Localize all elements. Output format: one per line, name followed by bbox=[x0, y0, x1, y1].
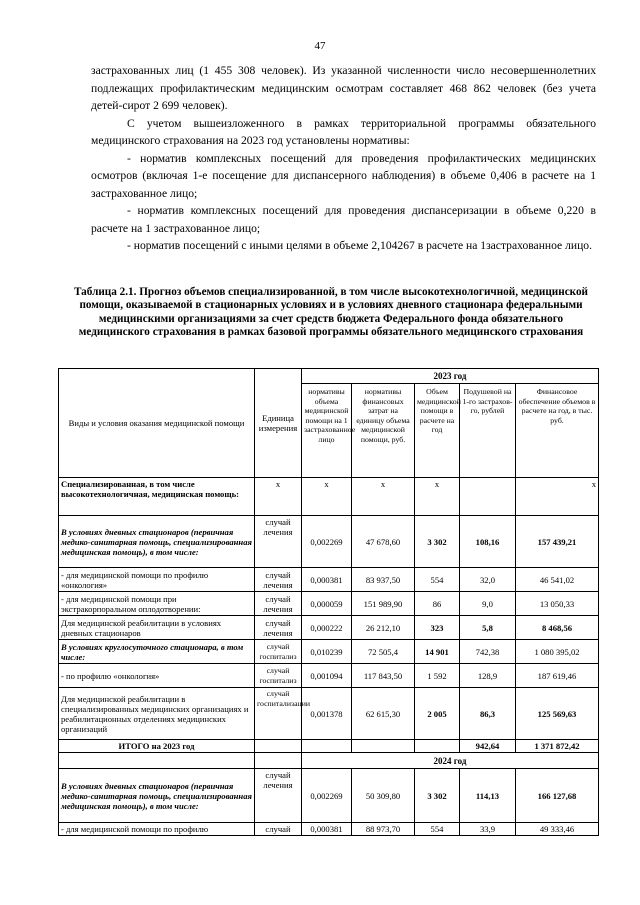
paragraph: С учетом вышеизложенного в рамках территориальной программы обязательного медицинского страхования на 2023 год установлены нормативы: bbox=[91, 116, 596, 147]
data-table bbox=[58, 368, 599, 836]
row-name: В условиях круглосуточного стационара, в том числе: bbox=[59, 640, 255, 664]
row-cost: 62 615,30 bbox=[352, 688, 415, 740]
row-unit: случай лечения bbox=[255, 516, 302, 568]
total-per-capita: 942,64 bbox=[460, 740, 516, 753]
table-row bbox=[59, 823, 599, 836]
row-finance: 187 619,46 bbox=[516, 664, 599, 688]
row-cost: 50 309,80 bbox=[352, 769, 415, 823]
row-unit: случай лечения bbox=[255, 568, 302, 592]
row-finance: х bbox=[516, 478, 599, 516]
header-col5: Объем медицинской помощи в расчете на год bbox=[415, 384, 460, 478]
row-unit: случай bbox=[255, 823, 302, 836]
row-finance: 46 541,02 bbox=[516, 568, 599, 592]
header-year-2024: 2024 год bbox=[302, 753, 599, 769]
row-per-capita: 86,3 bbox=[460, 688, 516, 740]
empty-cell bbox=[59, 753, 255, 769]
paragraph: - норматив посещений с иными целями в объеме 2,104267 в расчете на 1застрахованное лицо. bbox=[127, 239, 592, 252]
row-volume: 14 901 bbox=[415, 640, 460, 664]
row-volume: 86 bbox=[415, 592, 460, 616]
paragraph: - норматив комплексных посещений для проведения диспансеризации в объеме 0,220 в расчете на 1 застрахованное лицо; bbox=[91, 204, 596, 235]
header-col1: Виды и условия оказания медицинской помощи bbox=[59, 369, 255, 478]
row-cost: 72 505,4 bbox=[352, 640, 415, 664]
row-per-capita: 108,16 bbox=[460, 516, 516, 568]
row-volume: 3 302 bbox=[415, 516, 460, 568]
row-unit: случай лечения bbox=[255, 616, 302, 640]
row-norm: 0,000059 bbox=[302, 592, 352, 616]
row-volume: 2 005 bbox=[415, 688, 460, 740]
row-finance: 166 127,68 bbox=[516, 769, 599, 823]
row-cost: х bbox=[352, 478, 415, 516]
row-volume: 554 bbox=[415, 823, 460, 836]
row-unit: случай госпитализации bbox=[255, 688, 302, 740]
row-per-capita: 5,8 bbox=[460, 616, 516, 640]
row-cost: 83 937,50 bbox=[352, 568, 415, 592]
row-per-capita bbox=[460, 478, 516, 516]
table-row bbox=[59, 664, 599, 688]
row-name: - по профилю «онкология» bbox=[59, 664, 255, 688]
row-finance: 125 569,63 bbox=[516, 688, 599, 740]
empty-cell bbox=[255, 740, 302, 753]
row-norm: 0,002269 bbox=[302, 769, 352, 823]
row-volume: х bbox=[415, 478, 460, 516]
row-per-capita: 33,9 bbox=[460, 823, 516, 836]
empty-cell bbox=[415, 740, 460, 753]
row-norm: 0,001378 bbox=[302, 688, 352, 740]
row-name: - для медицинской помощи по профилю bbox=[59, 823, 255, 836]
header-col2: Единица измерения bbox=[255, 369, 302, 478]
table-row bbox=[59, 769, 599, 823]
header-row bbox=[59, 369, 599, 384]
table-row bbox=[59, 616, 599, 640]
row-unit: случай госпитализ bbox=[255, 664, 302, 688]
header-col3: нормативы объема медицинской помощи на 1 застрахованное лицо bbox=[302, 384, 352, 478]
row-finance: 8 468,56 bbox=[516, 616, 599, 640]
row-per-capita: 128,9 bbox=[460, 664, 516, 688]
row-cost: 47 678,60 bbox=[352, 516, 415, 568]
row-norm: 0,010239 bbox=[302, 640, 352, 664]
row-unit: случай лечения bbox=[255, 769, 302, 823]
row-finance: 49 333,46 bbox=[516, 823, 599, 836]
row-norm: 0,001094 bbox=[302, 664, 352, 688]
row-name: В условиях дневных стационаров (первичная медико-санитарная помощь, специализированная медицинская помощь), в том числе: bbox=[59, 516, 255, 568]
row-name: - для медицинской помощи по профилю «онкология» bbox=[59, 568, 255, 592]
header-year-2023: 2023 год bbox=[302, 369, 599, 384]
row-per-capita: 114,13 bbox=[460, 769, 516, 823]
row-unit: х bbox=[255, 478, 302, 516]
row-norm: 0,002269 bbox=[302, 516, 352, 568]
table-caption: Таблица 2.1. Прогноз объемов специализированной, в том числе высокотехнологичной, медицинской помощи, оказываемой в стационарных условиях и в условиях дневного стационара федеральными медицинскими организациями за счет средств бюджета Федерального фонда обязательного медицинского страхования в рамках базовой программы обязательного медицинского страхования bbox=[73, 286, 589, 339]
row-cost: 88 973,70 bbox=[352, 823, 415, 836]
row-per-capita: 32,0 bbox=[460, 568, 516, 592]
row-norm: х bbox=[302, 478, 352, 516]
header-col7: Финансовое обеспечение объемов в расчете на год, в тыс. руб. bbox=[516, 384, 599, 478]
empty-cell bbox=[255, 753, 302, 769]
paragraph: застрахованных лиц (1 455 308 человек). Из указанной численности число несовершеннолетних подлежащих профилактическим медицинским осмотрам составляет 468 862 человек (без учета детей-сирот 2 699 человек). bbox=[91, 64, 596, 112]
table-row bbox=[59, 640, 599, 664]
row-name: Специализированная, в том числе высокотехнологичная, медицинская помощь: bbox=[59, 478, 255, 516]
row-per-capita: 742,38 bbox=[460, 640, 516, 664]
row-volume: 1 592 bbox=[415, 664, 460, 688]
row-unit: случай госпитализ bbox=[255, 640, 302, 664]
header-col6: Подушевой на 1-го застрахов-го, рублей bbox=[460, 384, 516, 478]
row-name: Для медицинской реабилитации в специализированных медицинских организациях и реабилитационных отделениях медицинских организаций bbox=[59, 688, 255, 740]
empty-cell bbox=[352, 740, 415, 753]
row-per-capita: 9,0 bbox=[460, 592, 516, 616]
row-name: В условиях дневных стационаров (первичная медико-санитарная помощь, специализированная медицинская помощь), в том числе: bbox=[59, 769, 255, 823]
page-number: 47 bbox=[314, 40, 326, 52]
empty-cell bbox=[302, 740, 352, 753]
row-name: - для медицинской помощи при экстракорпоральном оплодотворении: bbox=[59, 592, 255, 616]
total-label: ИТОГО на 2023 год bbox=[59, 740, 255, 753]
header-col4: нормативы финансовых затрат на единицу объема медицинской помощи, руб. bbox=[352, 384, 415, 478]
year-row bbox=[59, 753, 599, 769]
body-text bbox=[91, 62, 596, 255]
row-volume: 554 bbox=[415, 568, 460, 592]
paragraph: - норматив комплексных посещений для проведения профилактических медицинских осмотров (включая 1-е посещение для диспансерного наблюдения) в объеме 0,406 в расчете на 1 застрахованное лицо; bbox=[91, 151, 596, 200]
row-norm: 0,000222 bbox=[302, 616, 352, 640]
row-cost: 26 212,10 bbox=[352, 616, 415, 640]
table-row bbox=[59, 592, 599, 616]
row-finance: 13 050,33 bbox=[516, 592, 599, 616]
row-norm: 0,000381 bbox=[302, 568, 352, 592]
total-row bbox=[59, 740, 599, 753]
row-name: Для медицинской реабилитации в условиях дневных стационаров bbox=[59, 616, 255, 640]
row-volume: 3 302 bbox=[415, 769, 460, 823]
total-finance: 1 371 872,42 bbox=[516, 740, 599, 753]
row-unit: случай лечения bbox=[255, 592, 302, 616]
table-row bbox=[59, 516, 599, 568]
row-volume: 323 bbox=[415, 616, 460, 640]
table-row bbox=[59, 478, 599, 516]
row-finance: 157 439,21 bbox=[516, 516, 599, 568]
table-row bbox=[59, 688, 599, 740]
table-row bbox=[59, 568, 599, 592]
row-finance: 1 080 395,02 bbox=[516, 640, 599, 664]
row-cost: 117 843,50 bbox=[352, 664, 415, 688]
row-cost: 151 989,90 bbox=[352, 592, 415, 616]
row-norm: 0,000381 bbox=[302, 823, 352, 836]
